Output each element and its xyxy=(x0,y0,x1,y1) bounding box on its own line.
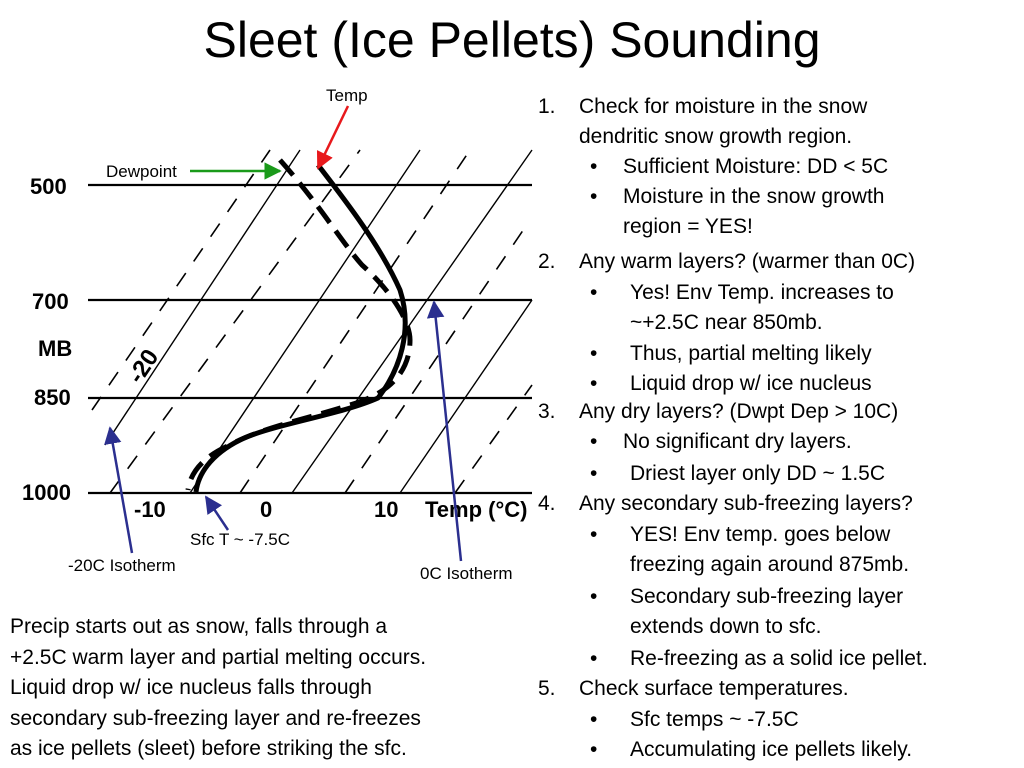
minus20-isotherm-arrow xyxy=(110,428,132,553)
isotherm-minus20-label: -20 xyxy=(122,344,165,389)
bullet-item: • Driest layer only DD ~ 1.5C xyxy=(538,459,1018,489)
step-number: 2. xyxy=(538,250,556,273)
bullet-item: • Liquid drop w/ ice nucleus xyxy=(538,369,1018,399)
dewpoint-profile xyxy=(188,160,410,490)
step-3 xyxy=(538,397,1018,427)
bullet-item: • Thus, partial melting likely xyxy=(538,339,1018,369)
bullet-item: • Secondary sub-freezing layer extends down to sfc. xyxy=(538,582,1018,642)
bullet-item: • Moisture in the snow growth region = YES! xyxy=(538,182,1018,242)
bullet-text: No significant dry layers. xyxy=(623,430,852,453)
temp-label-minus10: -10 xyxy=(134,497,166,522)
step-text-line: Check surface temperatures. xyxy=(579,677,849,700)
pressure-label-1000: 1000 xyxy=(22,480,71,505)
bullet-text: Re-freezing as a solid ice pellet. xyxy=(630,647,928,670)
pressure-label-500: 500 xyxy=(30,174,67,199)
isotherm-lines xyxy=(105,150,532,493)
step-text-line: Any secondary sub-freezing layers? xyxy=(579,492,913,515)
summary-paragraph xyxy=(10,612,530,765)
zero-isotherm-callout: 0C Isotherm xyxy=(420,564,513,583)
step-number: 1. xyxy=(538,95,556,118)
dashed-guide-lines xyxy=(92,150,532,493)
bullet-text: freezing again around 875mb. xyxy=(630,553,910,576)
summary-line: Liquid drop w/ ice nucleus falls through xyxy=(10,676,372,699)
pressure-label-850: 850 xyxy=(34,385,71,410)
temp-label-10: 10 xyxy=(374,497,399,522)
bullet-item: • No significant dry layers. xyxy=(538,427,1018,457)
bullet-text: Sfc temps ~ -7.5C xyxy=(630,708,799,731)
bullet-text: YES! Env temp. goes below xyxy=(630,523,891,546)
step-5 xyxy=(538,674,1018,704)
temp-axis-label: Temp (°C) xyxy=(425,497,528,522)
bullet-text: Sufficient Moisture: DD < 5C xyxy=(623,155,889,178)
bullet-item: • Yes! Env Temp. increases to ~+2.5C near 850mb. xyxy=(538,278,1018,338)
temp-arrow xyxy=(318,106,348,168)
step-text-line: Check for moisture in the snow xyxy=(579,95,868,118)
step-number: 5. xyxy=(538,677,556,700)
step-text-line: Any warm layers? (warmer than 0C) xyxy=(579,250,916,273)
temp-callout: Temp xyxy=(326,86,368,105)
step-number: 4. xyxy=(538,492,556,515)
summary-line: as ice pellets (sleet) before striking the sfc. xyxy=(10,737,407,760)
bullet-text: Thus, partial melting likely xyxy=(630,342,872,365)
bullet-item: • Sufficient Moisture: DD < 5C xyxy=(538,152,1018,182)
pressure-label-700: 700 xyxy=(32,289,69,314)
step-number: 3. xyxy=(538,400,556,423)
bullet-text: Driest layer only DD ~ 1.5C xyxy=(630,462,886,485)
temp-label-0: 0 xyxy=(260,497,273,522)
sfc-temp-arrow xyxy=(206,497,228,530)
bullet-text: Liquid drop w/ ice nucleus xyxy=(630,372,872,395)
bullet-text: Secondary sub-freezing layer xyxy=(630,585,904,608)
step-text-line: Any dry layers? (Dwpt Dep > 10C) xyxy=(579,400,899,423)
isobar-lines xyxy=(88,185,532,493)
bullet-text: Moisture in the snow growth xyxy=(623,185,885,208)
sfc-temp-callout: Sfc T ~ -7.5C xyxy=(190,530,290,549)
pressure-unit-label: MB xyxy=(38,336,73,361)
step-4 xyxy=(538,489,1018,519)
dewpoint-callout: Dewpoint xyxy=(106,162,177,181)
skew-t-diagram xyxy=(0,80,540,600)
summary-line: Precip starts out as snow, falls through a xyxy=(10,615,388,638)
bullet-text: Accumulating ice pellets likely. xyxy=(630,738,913,761)
step-2 xyxy=(538,247,1018,277)
bullet-text: Yes! Env Temp. increases to xyxy=(630,281,894,304)
bullet-text: region = YES! xyxy=(623,215,753,238)
bullet-item: • Sfc temps ~ -7.5C xyxy=(538,705,1018,735)
bullet-text: extends down to sfc. xyxy=(630,615,822,638)
step-1 xyxy=(538,92,1018,152)
summary-line: +2.5C warm layer and partial melting occurs. xyxy=(10,645,427,669)
summary-line: secondary sub-freezing layer and re-freezes xyxy=(10,706,421,730)
slide-title: Sleet (Ice Pellets) Sounding xyxy=(203,12,821,68)
step-text-line: dendritic snow growth region. xyxy=(579,125,853,148)
minus20-isotherm-callout: -20C Isotherm xyxy=(68,556,176,575)
bullet-text: ~+2.5C near 850mb. xyxy=(630,311,823,334)
bullet-item: • YES! Env temp. goes below freezing again around 875mb. xyxy=(538,520,1018,580)
bullet-item: • Accumulating ice pellets likely. xyxy=(538,735,1018,765)
bullet-item: • Re-freezing as a solid ice pellet. xyxy=(538,644,1018,674)
